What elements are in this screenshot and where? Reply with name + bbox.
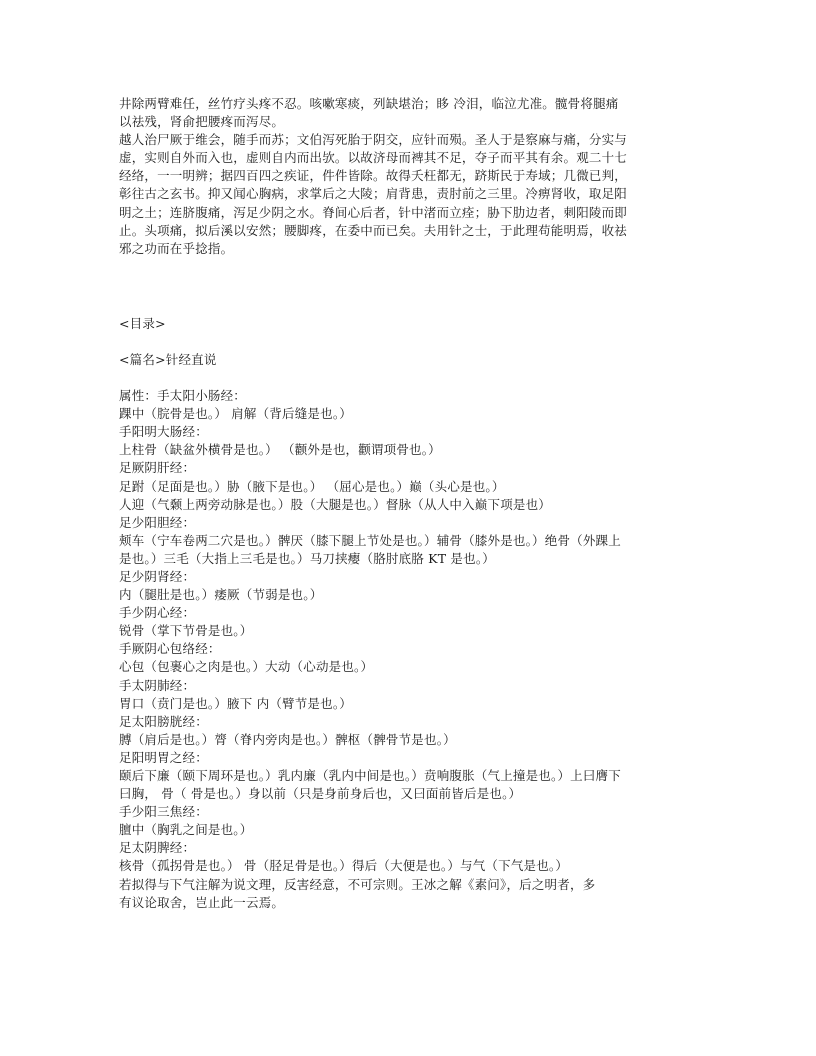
meridian-line: 锐骨（掌下节骨是也。） bbox=[119, 623, 253, 639]
chapter-title: <篇名>针经直说 bbox=[119, 351, 217, 367]
text-line: 虚，实则自外而入也，虚则自内而出欤。以故济母而裨其不足，夺子而平其有余。观二十七 bbox=[119, 150, 628, 166]
meridian-heading: 手太阴肺经： bbox=[119, 677, 196, 693]
closing-paragraph bbox=[119, 876, 699, 912]
spacer bbox=[119, 258, 699, 315]
meridian-line: 是也。）三毛（大指上三毛是也。）马刀挟瘿（胳肘底胳 KT 是也。） bbox=[119, 550, 495, 566]
meridian-line: 胃口（贲门是也。）腋下 内（臂节是也。） bbox=[119, 695, 352, 711]
meridian-heading: 足少阴肾经： bbox=[119, 568, 196, 584]
meridian-section bbox=[119, 640, 699, 676]
meridian-line: 人迎（气颡上两旁动脉是也。）股（大腿是也。）督脉（从人中入巅下项是也） bbox=[119, 496, 552, 512]
meridian-line: 内（腿肚是也。）痿厥（节弱是也。） bbox=[119, 587, 323, 603]
meridian-heading: 足少阳胆经： bbox=[119, 514, 196, 530]
meridian-section bbox=[119, 514, 699, 568]
meridian-line: 颊车（宁车卷两二穴是也。）髀厌（膝下腿上节处是也。）辅骨（膝外是也。）绝骨（外踝上 bbox=[119, 532, 621, 548]
meridian-heading: 手少阳三焦经： bbox=[119, 804, 208, 820]
text-line: 井除两臂难任，丝竹疗头疼不忍。咳嗽寒痰，列缺堪治；眵 冷泪，临泣尤准。髋骨将腿痛 bbox=[119, 96, 619, 111]
toc-tag: <目录> bbox=[119, 315, 166, 331]
meridian-line: 曰胸， 骨（ 骨是也。）身以前（只是身前身后也，又曰面前皆后是也。） bbox=[119, 786, 522, 802]
meridian-section bbox=[119, 459, 699, 513]
spacer bbox=[119, 369, 699, 387]
text-line: 经络，一一明辨；据四百四之疾证，件件皆除。故得夭枉都无，跻斯民于寿域；几微已判， bbox=[119, 168, 628, 184]
meridian-section bbox=[119, 604, 699, 640]
intro-paragraph-2 bbox=[119, 131, 699, 258]
intro-paragraph-1 bbox=[119, 95, 699, 131]
meridian-line: 膊（肩后是也。）膂（脊内旁肉是也。）髀枢（髀骨节是也。） bbox=[119, 731, 456, 747]
meridian-line: 核骨（孤拐骨是也。） 骨（胫足骨是也。）得后（大便是也。）与气（下气是也。） bbox=[119, 858, 569, 874]
text-line: 明之土；连脐腹痛，泻足少阴之水。脊间心后者，针中渚而立痊；胁下肋边者，刺阳陵而即 bbox=[119, 204, 628, 220]
spacer bbox=[119, 333, 699, 351]
meridian-section bbox=[119, 803, 699, 839]
meridian-line: 足跗（足面是也。）胁（腋下是也。） （屈心是也。）巅（头心是也。） bbox=[119, 478, 505, 494]
text-line: 止。头项痛，拟后溪以安然；腰脚疼，在委中而已矣。夫用针之士，于此理苟能明焉，收祛 bbox=[119, 222, 628, 238]
text-line: 邪之功而在乎捻指。 bbox=[119, 240, 234, 256]
text-line: 越人治尸厥于维会，随手而苏；文伯泻死胎于阴交，应针而殒。圣人于是察麻与痛，分实与 bbox=[119, 132, 628, 148]
meridian-line: 膻中（胸乳之间是也。） bbox=[119, 822, 253, 838]
meridian-line: 颐后下廉（颐下周环是也。）乳内廉（乳内中间是也。）贲响腹胀（气上撞是也。）上曰膺下 bbox=[119, 768, 621, 783]
meridian-section bbox=[119, 423, 699, 459]
text-line: 以祛残，肾俞把腰疼而泻尽。 bbox=[119, 114, 285, 130]
meridian-heading: 属性：手太阳小肠经： bbox=[119, 388, 247, 404]
meridian-section bbox=[119, 749, 699, 803]
meridian-section bbox=[119, 387, 699, 423]
text-line: 有议论取舍，岂止此一云焉。 bbox=[119, 894, 285, 910]
meridian-section bbox=[119, 839, 699, 875]
meridian-heading: 足太阴脾经： bbox=[119, 840, 196, 856]
meridian-heading: 足太阳膀胱经： bbox=[119, 713, 208, 729]
meridian-heading: 足厥阴肝经： bbox=[119, 460, 196, 476]
document-page bbox=[119, 95, 699, 912]
meridian-list bbox=[119, 387, 699, 876]
meridian-section bbox=[119, 713, 699, 749]
meridian-heading: 手阳明大肠经： bbox=[119, 424, 208, 440]
text-line: 若拟得与下气注解为说文理，反害经意，不可宗则。王冰之解《素问》，后之明者，多 bbox=[119, 876, 596, 892]
text-line: 彰往古之玄书。抑又闻心胸病，求掌后之大陵；肩背患，责肘前之三里。冷痹肾收，取足阳 bbox=[119, 186, 628, 202]
meridian-heading: 足阳明胃之经： bbox=[119, 749, 208, 765]
meridian-section bbox=[119, 568, 699, 604]
meridian-line: 心包（包裹心之肉是也。）大动（心动是也。） bbox=[119, 659, 374, 675]
meridian-heading: 手厥阴心包络经： bbox=[119, 641, 221, 657]
meridian-line: 上柱骨（缺盆外横骨是也。） （颧外是也，颧谓项骨也。） bbox=[119, 442, 441, 458]
meridian-heading: 手少阴心经： bbox=[119, 605, 196, 621]
meridian-section bbox=[119, 677, 699, 713]
meridian-line: 踝中（脘骨是也。） 肩解（背后缝是也。） bbox=[119, 406, 352, 422]
